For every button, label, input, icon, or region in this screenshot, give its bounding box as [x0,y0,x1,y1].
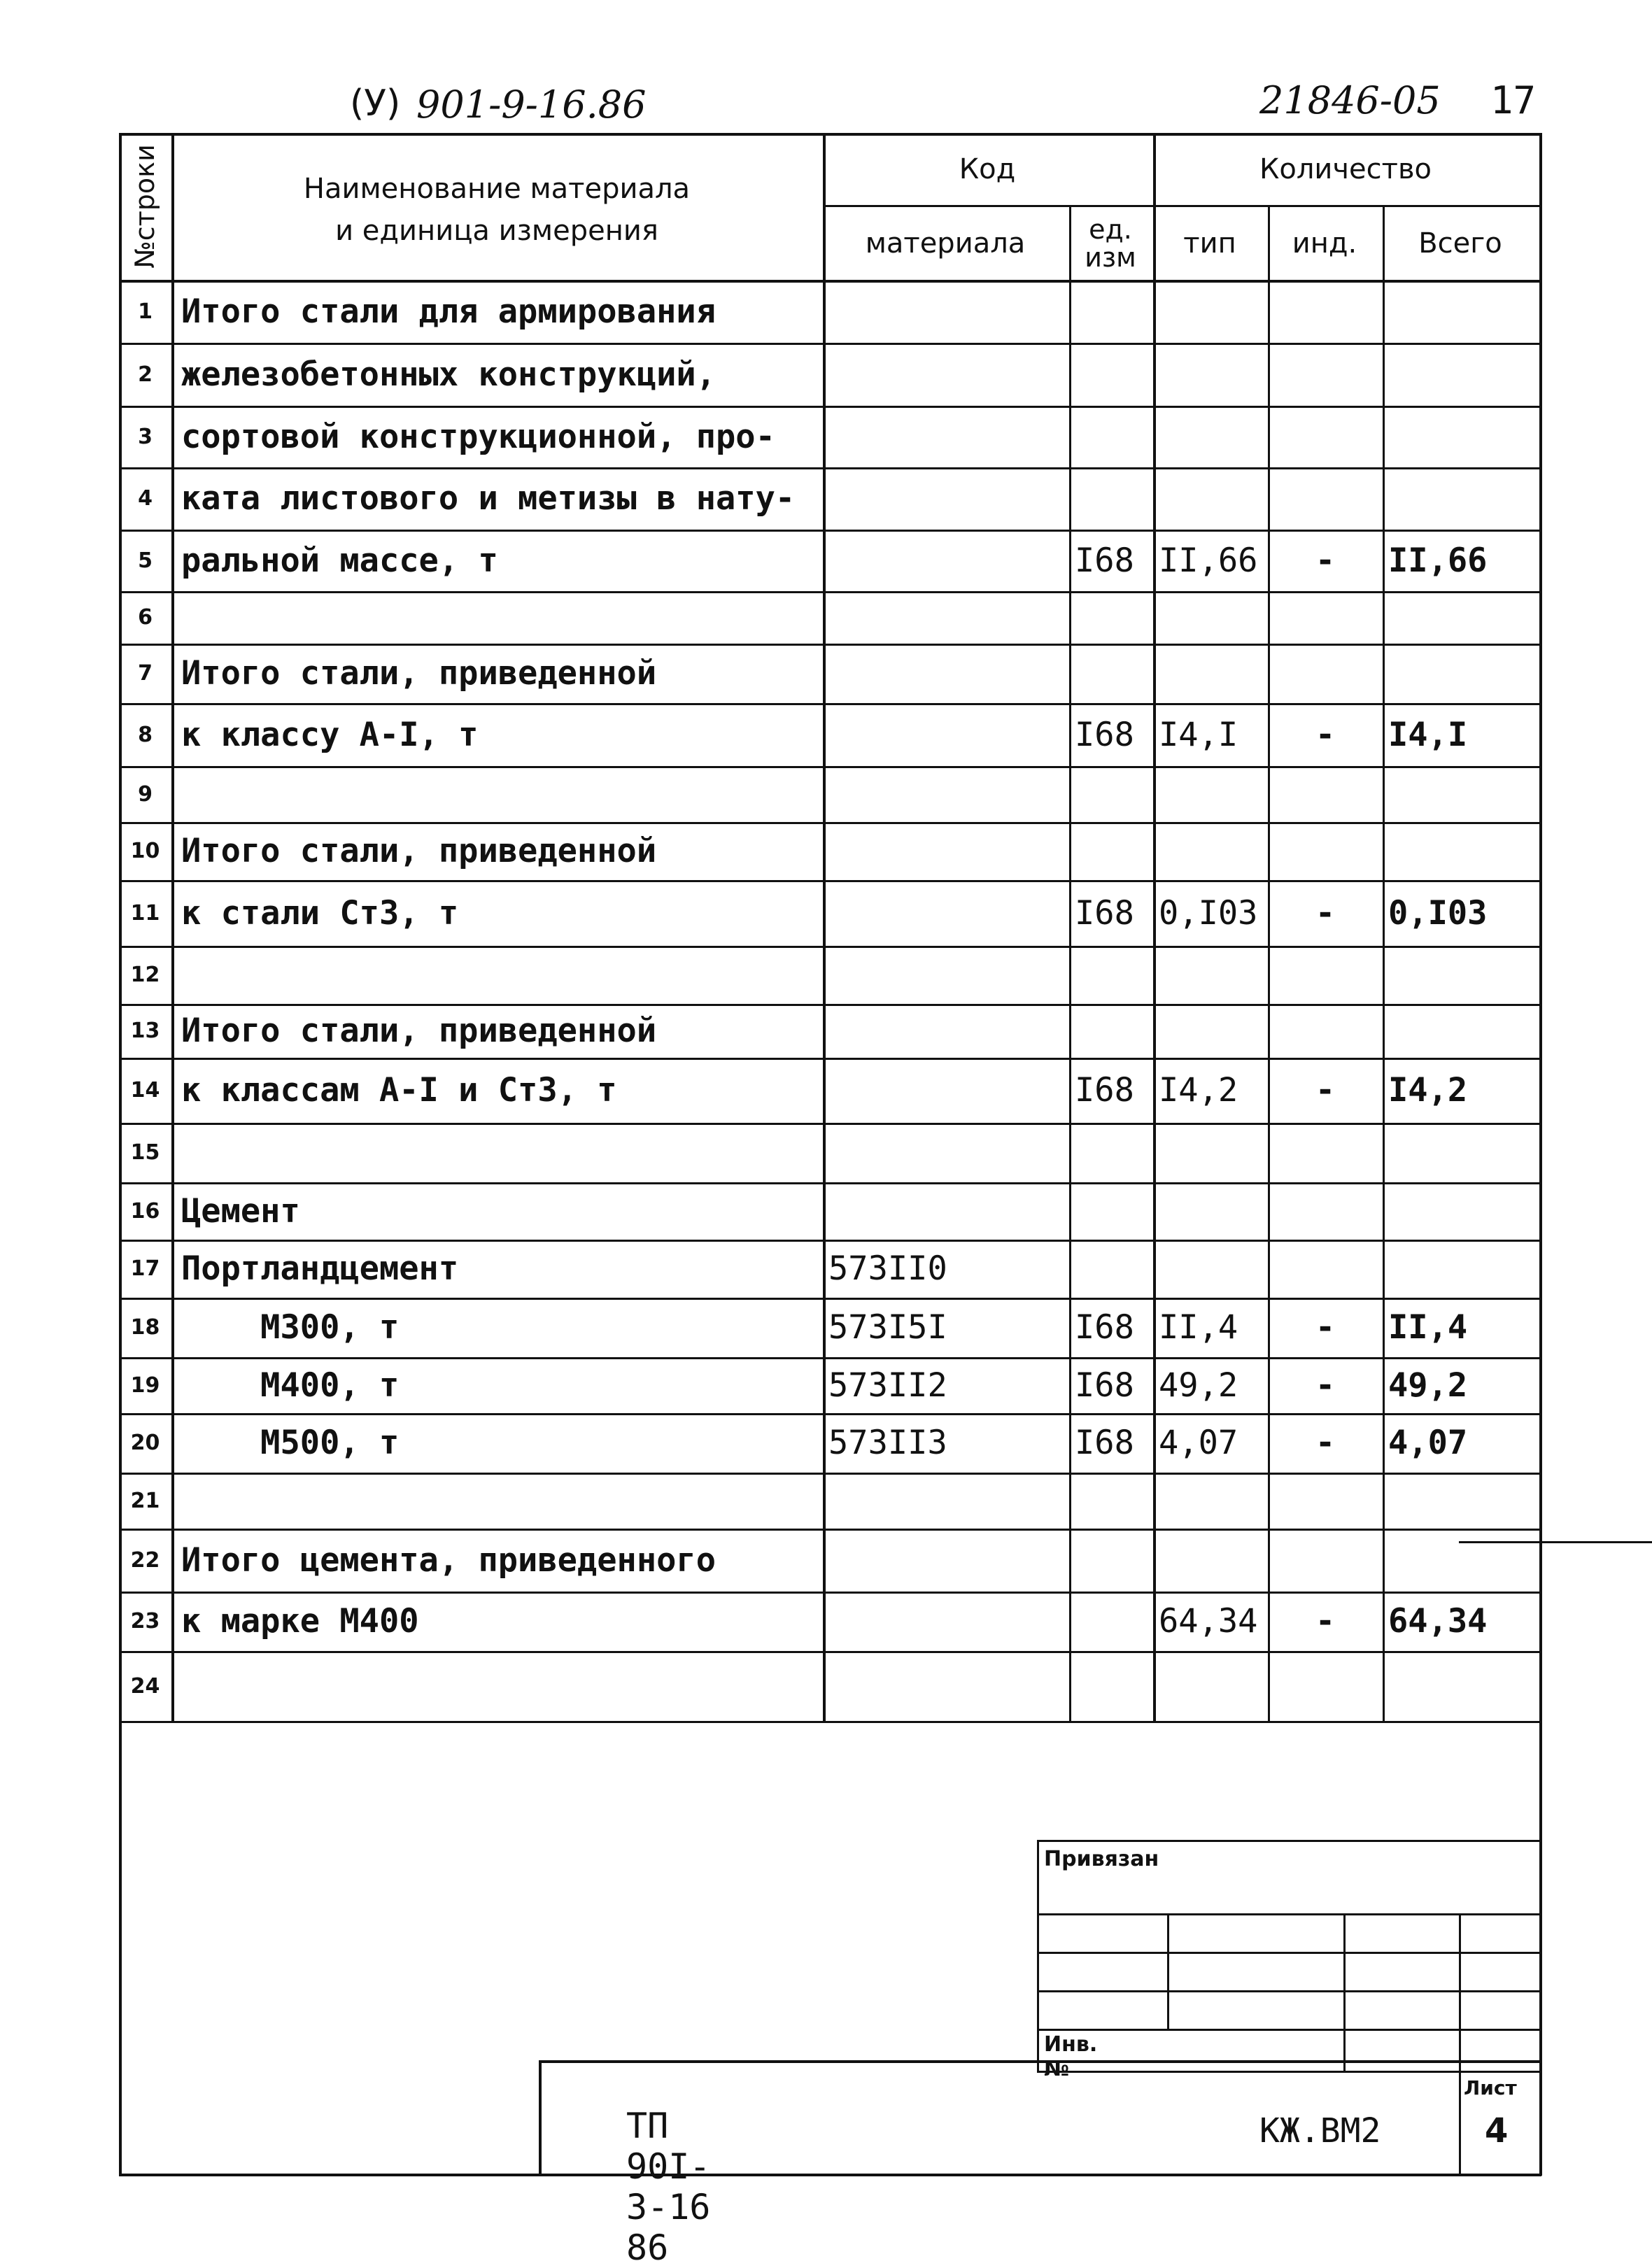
row-unit [1071,1473,1156,1529]
row-unit [1071,1004,1156,1058]
row-number: 16 [130,1198,160,1224]
row-total [1384,1004,1542,1058]
row-code [824,1182,1072,1240]
grid-line [1343,1913,1346,2071]
row-number: 4 [138,486,153,511]
row-total: I4,2 [1388,1071,1468,1110]
row-type [1155,1004,1271,1058]
row-code [824,703,1072,766]
row-ind: - [1315,893,1336,933]
row-name [173,591,830,644]
row-number: 15 [130,1140,160,1165]
row-number: 3 [138,424,153,449]
header-unit [1069,206,1152,280]
row-total [1384,822,1542,880]
row-ind: - [1315,1602,1336,1640]
row-type [1155,1651,1271,1721]
row-ind [1269,280,1381,343]
row-unit [1071,1592,1156,1651]
row-total [1384,343,1542,406]
row-total [1384,766,1542,822]
row-unit: I68 [1075,715,1134,754]
grid-line [1459,1913,1461,2176]
header-row-number [120,133,169,280]
row-total [1384,280,1542,343]
stamp-inv-label: Инв. № [1044,2032,1098,2081]
row-name: Итого стали, приведенной [181,654,657,693]
row-type [1155,280,1271,343]
row-name: сортовой конструкционной, про- [181,417,775,456]
row-code [824,1651,1072,1721]
row-unit: I68 [1075,1424,1134,1462]
row-code [824,591,1072,644]
row-unit [1071,1651,1156,1721]
header-right-code: 21846-05 [1259,78,1441,122]
row-code: 573II2 [828,1366,947,1405]
row-number: 22 [130,1547,160,1573]
header-code: Код [959,153,1016,185]
row-code [824,1473,1072,1529]
row-number: 2 [138,362,153,387]
row-type [1155,591,1271,644]
row-type [1155,946,1271,1004]
header-page-number: 17 [1490,78,1537,122]
row-code [824,467,1072,530]
stamp-sheet-label: Лист [1464,2076,1517,2099]
row-total [1384,591,1542,644]
row-code [824,1123,1072,1182]
row-number: 23 [130,1609,160,1633]
row-unit [1071,1123,1156,1182]
row-ind [1269,1240,1381,1298]
row-number: 10 [130,839,160,863]
row-name: к марке М400 [181,1602,419,1640]
row-type [1155,822,1271,880]
row-code [824,1529,1072,1592]
row-total: 4,07 [1388,1424,1468,1462]
row-name: к стали Ст3, т [181,893,459,933]
row-code [824,406,1072,467]
grid-line [119,1721,1541,1723]
row-ind [1269,822,1381,880]
row-number: 18 [130,1315,160,1340]
row-name: Портландцемент [181,1249,459,1288]
grid-line [1037,1840,1039,2071]
header-ind: инд. [1292,227,1357,260]
header-unit-line1: ед. [1089,213,1132,245]
row-name: Итого цемента, приведенного [181,1540,716,1580]
row-total [1384,1529,1542,1592]
row-ind: - [1315,1071,1336,1110]
grid-line [1037,1952,1541,1954]
row-total [1384,406,1542,467]
row-number: 7 [138,661,153,686]
row-type: 4,07 [1159,1424,1238,1462]
row-ind [1269,644,1381,703]
row-unit: I68 [1075,1366,1134,1405]
row-ind: - [1315,715,1336,754]
row-ind [1269,467,1381,530]
row-code [824,766,1072,822]
row-code [824,1058,1072,1123]
row-code: 573II0 [828,1249,947,1288]
row-ind [1269,766,1381,822]
row-total [1384,1240,1542,1298]
row-unit [1071,467,1156,530]
row-name: ральной массе, т [181,541,498,580]
row-name: Итого стали для армирования [181,292,716,331]
grid-line [1037,1840,1541,1842]
row-type [1155,1182,1271,1240]
row-total: II,4 [1388,1308,1468,1347]
row-number: 21 [130,1488,160,1513]
row-name [173,1123,830,1182]
row-unit [1071,591,1156,644]
header-prefix: (У) [350,83,401,125]
row-total [1384,644,1542,703]
row-number: 13 [130,1019,160,1043]
row-total [1384,467,1542,530]
row-total [1384,1651,1542,1721]
row-name [173,946,830,1004]
row-type [1155,1529,1271,1592]
row-unit: I68 [1075,1071,1134,1110]
row-total: 64,34 [1388,1602,1488,1640]
header-row-number-text: №строки [129,144,161,269]
row-name: М300, т [181,1308,400,1347]
grid-line [1167,1913,1169,2029]
grid-line [539,2060,542,2176]
grid-line [1037,2029,1541,2031]
row-number: 1 [138,299,153,324]
row-type [1155,467,1271,530]
header-total: Всего [1418,227,1502,260]
row-ind [1269,1529,1381,1592]
row-code [824,880,1072,946]
row-type [1155,1123,1271,1182]
row-total [1384,946,1542,1004]
row-type [1155,644,1271,703]
row-total: I4,I [1388,715,1468,754]
row-unit [1071,343,1156,406]
row-number: 9 [138,781,153,807]
stamp-linked-label: Привязан [1044,1847,1159,1871]
row-number: 20 [130,1431,160,1455]
row-name: к классу А-I, т [181,715,479,754]
row-total [1384,1123,1542,1182]
row-code [824,530,1072,591]
row-ind [1269,1182,1381,1240]
row-unit: I68 [1075,1308,1134,1347]
header-name-line2: и единица измерения [335,215,658,247]
row-number: 11 [130,900,160,926]
row-type: 49,2 [1159,1366,1238,1405]
row-type: II,66 [1159,541,1258,580]
row-total: 49,2 [1388,1366,1468,1405]
stamp-doc-code: ТП 90I-3-16 86 [626,2106,711,2268]
grid-line [1037,1913,1541,1915]
row-ind [1269,406,1381,467]
row-unit [1071,1529,1156,1592]
row-unit: I68 [1075,541,1134,580]
row-unit [1071,644,1156,703]
row-unit: I68 [1075,893,1134,933]
row-name: ката листового и метизы в нату- [181,479,796,518]
row-name: Цемент [181,1191,300,1231]
row-ind: - [1315,1424,1336,1462]
row-unit [1071,406,1156,467]
grid-line [539,2060,1541,2063]
row-name [173,1473,830,1529]
row-number: 17 [130,1256,160,1281]
header-unit-line2: изм [1085,241,1136,273]
grid-line [119,2174,1541,2176]
row-unit [1071,822,1156,880]
row-unit [1071,766,1156,822]
row-code [824,343,1072,406]
header-quantity: Количество [1259,153,1432,185]
row-type: 64,34 [1159,1602,1258,1640]
row-type: 0,I03 [1159,893,1258,933]
row-name [173,766,830,822]
row-type [1155,1473,1271,1529]
row-name: М500, т [181,1424,400,1462]
row-ind [1269,591,1381,644]
row-number: 12 [130,963,160,987]
row-name [173,1651,830,1721]
row-code [824,822,1072,880]
stamp-sheet-number: 4 [1485,2111,1509,2150]
row-ind [1269,1651,1381,1721]
grid-line [1037,2071,1541,2073]
row-ind [1269,343,1381,406]
row-type [1155,1240,1271,1298]
header-left-code: 901-9-16.86 [416,83,647,127]
row-ind: - [1315,541,1336,580]
row-ind [1269,1473,1381,1529]
row-number: 8 [138,722,153,747]
row-ind [1269,1123,1381,1182]
header-material: материала [865,227,1026,260]
row-type: I4,I [1159,715,1238,754]
row-unit [1071,1182,1156,1240]
row-code [824,1592,1072,1651]
row-code [824,644,1072,703]
row-name: к классам А-I и Ст3, т [181,1071,617,1110]
row-type [1155,406,1271,467]
header-type: тип [1183,227,1236,260]
row-total: 0,I03 [1388,893,1488,933]
row-code [824,280,1072,343]
row-name: Итого стали, приведенной [181,832,657,870]
row-name: Итого стали, приведенной [181,1012,657,1050]
row-unit [1071,946,1156,1004]
row-total: II,66 [1388,541,1488,580]
row-ind [1269,946,1381,1004]
row-total [1384,1473,1542,1529]
row-code: 573II3 [828,1424,947,1462]
row-number: 5 [138,548,153,573]
stamp-mark: КЖ.ВМ2 [1259,2111,1381,2150]
row-type: I4,2 [1159,1071,1238,1110]
row-unit [1071,280,1156,343]
row-ind [1269,1004,1381,1058]
row-code: 573I5I [828,1308,947,1347]
row-number: 24 [130,1673,160,1699]
row-number: 19 [130,1373,160,1398]
row-name: железобетонных конструкций, [181,355,716,394]
row-name: М400, т [181,1366,400,1405]
row-total [1384,1182,1542,1240]
grid-line [1037,1990,1541,1992]
row-unit [1071,1240,1156,1298]
row-type [1155,766,1271,822]
row-code [824,946,1072,1004]
header-name-line1: Наименование материала [303,173,691,205]
row-code [824,1004,1072,1058]
row-ind: - [1315,1366,1336,1405]
row-number: 14 [130,1078,160,1103]
row-type: II,4 [1159,1308,1238,1347]
row-ind: - [1315,1308,1336,1347]
header-name [171,154,822,266]
row-type [1155,343,1271,406]
row-number: 6 [138,605,153,630]
